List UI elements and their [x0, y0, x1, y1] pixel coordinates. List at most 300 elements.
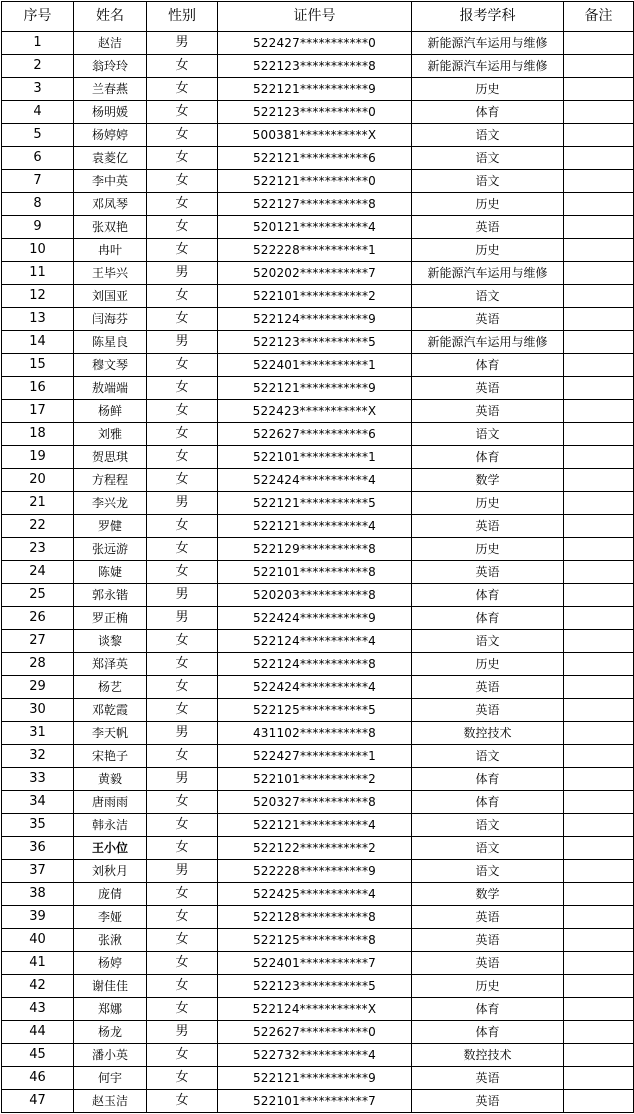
cell-subject: 体育 — [412, 446, 564, 469]
cell-index: 23 — [2, 538, 74, 561]
cell-index: 5 — [2, 124, 74, 147]
table-row — [2, 492, 634, 515]
cell-index: 3 — [2, 78, 74, 101]
table-row — [2, 216, 634, 239]
cell-subject: 语文 — [412, 147, 564, 170]
cell-index: 38 — [2, 883, 74, 906]
cell-gender: 男 — [147, 331, 218, 354]
cell-index: 37 — [2, 860, 74, 883]
cell-subject: 历史 — [412, 239, 564, 262]
cell-name: 黄毅 — [74, 768, 147, 791]
cell-note — [564, 538, 634, 561]
cell-gender: 男 — [147, 768, 218, 791]
cell-index: 10 — [2, 239, 74, 262]
cell-index: 45 — [2, 1044, 74, 1067]
header-name: 姓名 — [74, 2, 147, 32]
cell-subject: 新能源汽车运用与维修 — [412, 262, 564, 285]
cell-note — [564, 147, 634, 170]
cell-id: 522125***********5 — [218, 699, 412, 722]
cell-note — [564, 1067, 634, 1090]
cell-id: 522424***********4 — [218, 676, 412, 699]
table-row — [2, 515, 634, 538]
cell-note — [564, 400, 634, 423]
cell-name: 方程程 — [74, 469, 147, 492]
cell-subject: 体育 — [412, 768, 564, 791]
cell-id: 500381***********X — [218, 124, 412, 147]
cell-subject: 新能源汽车运用与维修 — [412, 55, 564, 78]
cell-note — [564, 1021, 634, 1044]
header-row — [2, 2, 634, 32]
table-row — [2, 262, 634, 285]
cell-name: 赵洁 — [74, 32, 147, 55]
table-row — [2, 377, 634, 400]
cell-note — [564, 676, 634, 699]
cell-id: 522121***********0 — [218, 170, 412, 193]
cell-gender: 女 — [147, 124, 218, 147]
cell-name: 闫海芬 — [74, 308, 147, 331]
table-row — [2, 998, 634, 1021]
cell-name: 陈星良 — [74, 331, 147, 354]
cell-note — [564, 101, 634, 124]
cell-id: 522123***********0 — [218, 101, 412, 124]
cell-name: 刘国亚 — [74, 285, 147, 308]
cell-note — [564, 653, 634, 676]
cell-id: 522121***********6 — [218, 147, 412, 170]
cell-name: 邓凤琴 — [74, 193, 147, 216]
table-row — [2, 147, 634, 170]
cell-id: 520121***********4 — [218, 216, 412, 239]
cell-index: 22 — [2, 515, 74, 538]
cell-gender: 女 — [147, 952, 218, 975]
cell-note — [564, 170, 634, 193]
table-row — [2, 699, 634, 722]
cell-name: 袁菱亿 — [74, 147, 147, 170]
cell-gender: 女 — [147, 814, 218, 837]
cell-gender: 女 — [147, 216, 218, 239]
cell-subject: 语文 — [412, 170, 564, 193]
cell-gender: 女 — [147, 745, 218, 768]
table-row — [2, 860, 634, 883]
cell-note — [564, 193, 634, 216]
table-row — [2, 101, 634, 124]
cell-name: 李天帆 — [74, 722, 147, 745]
cell-gender: 女 — [147, 676, 218, 699]
cell-name: 郑娜 — [74, 998, 147, 1021]
cell-name: 杨婷 — [74, 952, 147, 975]
cell-note — [564, 469, 634, 492]
cell-name: 贺思琪 — [74, 446, 147, 469]
cell-gender: 男 — [147, 722, 218, 745]
cell-index: 31 — [2, 722, 74, 745]
cell-note — [564, 952, 634, 975]
cell-index: 25 — [2, 584, 74, 607]
cell-subject: 英语 — [412, 377, 564, 400]
cell-index: 27 — [2, 630, 74, 653]
cell-name: 杨艺 — [74, 676, 147, 699]
cell-note — [564, 814, 634, 837]
cell-index: 17 — [2, 400, 74, 423]
cell-note — [564, 78, 634, 101]
cell-name: 冉叶 — [74, 239, 147, 262]
cell-subject: 英语 — [412, 400, 564, 423]
cell-id: 522123***********5 — [218, 331, 412, 354]
cell-name: 李中英 — [74, 170, 147, 193]
cell-subject: 历史 — [412, 78, 564, 101]
cell-note — [564, 929, 634, 952]
cell-subject: 语文 — [412, 745, 564, 768]
cell-name: 罗正桷 — [74, 607, 147, 630]
table-row — [2, 653, 634, 676]
cell-gender: 女 — [147, 239, 218, 262]
table-row — [2, 1021, 634, 1044]
cell-subject: 语文 — [412, 837, 564, 860]
cell-subject: 英语 — [412, 929, 564, 952]
cell-note — [564, 285, 634, 308]
cell-id: 522121***********9 — [218, 1067, 412, 1090]
cell-note — [564, 1044, 634, 1067]
cell-subject: 英语 — [412, 1067, 564, 1090]
table-row — [2, 193, 634, 216]
cell-gender: 女 — [147, 446, 218, 469]
roster-sheet — [1, 1, 634, 1113]
cell-gender: 女 — [147, 837, 218, 860]
cell-index: 9 — [2, 216, 74, 239]
cell-index: 12 — [2, 285, 74, 308]
cell-index: 36 — [2, 837, 74, 860]
cell-gender: 女 — [147, 561, 218, 584]
cell-index: 15 — [2, 354, 74, 377]
table-row — [2, 308, 634, 331]
cell-subject: 历史 — [412, 538, 564, 561]
header-gender: 性别 — [147, 2, 218, 32]
cell-subject: 语文 — [412, 423, 564, 446]
table-row — [2, 745, 634, 768]
cell-note — [564, 860, 634, 883]
cell-gender: 男 — [147, 492, 218, 515]
cell-id: 522423***********X — [218, 400, 412, 423]
roster-table — [1, 1, 634, 1113]
cell-note — [564, 1090, 634, 1113]
cell-gender: 男 — [147, 262, 218, 285]
table-row — [2, 354, 634, 377]
cell-gender: 女 — [147, 630, 218, 653]
table-row — [2, 722, 634, 745]
cell-gender: 女 — [147, 699, 218, 722]
cell-subject: 英语 — [412, 1090, 564, 1113]
cell-note — [564, 515, 634, 538]
cell-id: 522128***********8 — [218, 906, 412, 929]
cell-note — [564, 837, 634, 860]
cell-name: 何宇 — [74, 1067, 147, 1090]
cell-index: 43 — [2, 998, 74, 1021]
cell-subject: 体育 — [412, 1021, 564, 1044]
cell-id: 520203***********8 — [218, 584, 412, 607]
cell-id: 522424***********4 — [218, 469, 412, 492]
cell-note — [564, 32, 634, 55]
cell-subject: 英语 — [412, 699, 564, 722]
cell-gender: 女 — [147, 147, 218, 170]
cell-name: 庞倩 — [74, 883, 147, 906]
cell-gender: 男 — [147, 32, 218, 55]
cell-id: 522401***********7 — [218, 952, 412, 975]
cell-index: 20 — [2, 469, 74, 492]
header-subject: 报考学科 — [412, 2, 564, 32]
cell-subject: 体育 — [412, 101, 564, 124]
cell-gender: 女 — [147, 998, 218, 1021]
cell-name: 潘小英 — [74, 1044, 147, 1067]
cell-index: 11 — [2, 262, 74, 285]
cell-id: 522125***********8 — [218, 929, 412, 952]
cell-id: 522101***********2 — [218, 285, 412, 308]
cell-index: 18 — [2, 423, 74, 446]
cell-index: 39 — [2, 906, 74, 929]
cell-id: 522627***********0 — [218, 1021, 412, 1044]
cell-gender: 女 — [147, 538, 218, 561]
cell-subject: 体育 — [412, 998, 564, 1021]
cell-gender: 女 — [147, 515, 218, 538]
cell-index: 29 — [2, 676, 74, 699]
table-row — [2, 1090, 634, 1113]
cell-note — [564, 975, 634, 998]
cell-name: 邓乾霞 — [74, 699, 147, 722]
table-row — [2, 32, 634, 55]
cell-id: 522424***********9 — [218, 607, 412, 630]
cell-index: 47 — [2, 1090, 74, 1113]
cell-gender: 女 — [147, 308, 218, 331]
cell-name: 杨龙 — [74, 1021, 147, 1044]
cell-name: 王毕兴 — [74, 262, 147, 285]
cell-name: 李娅 — [74, 906, 147, 929]
cell-id: 522127***********8 — [218, 193, 412, 216]
cell-note — [564, 630, 634, 653]
cell-subject: 体育 — [412, 607, 564, 630]
cell-subject: 历史 — [412, 193, 564, 216]
cell-subject: 体育 — [412, 791, 564, 814]
cell-subject: 历史 — [412, 492, 564, 515]
table-row — [2, 446, 634, 469]
cell-gender: 女 — [147, 469, 218, 492]
cell-name: 张远游 — [74, 538, 147, 561]
cell-index: 13 — [2, 308, 74, 331]
cell-id: 522124***********9 — [218, 308, 412, 331]
cell-gender: 男 — [147, 607, 218, 630]
table-row — [2, 814, 634, 837]
cell-name: 兰春燕 — [74, 78, 147, 101]
table-row — [2, 952, 634, 975]
cell-id: 522124***********8 — [218, 653, 412, 676]
header-note: 备注 — [564, 2, 634, 32]
cell-index: 32 — [2, 745, 74, 768]
cell-id: 522129***********8 — [218, 538, 412, 561]
cell-note — [564, 768, 634, 791]
table-row — [2, 1044, 634, 1067]
cell-id: 522121***********4 — [218, 814, 412, 837]
cell-subject: 数控技术 — [412, 722, 564, 745]
cell-index: 7 — [2, 170, 74, 193]
cell-gender: 女 — [147, 423, 218, 446]
cell-note — [564, 216, 634, 239]
table-row — [2, 423, 634, 446]
cell-name: 陈婕 — [74, 561, 147, 584]
cell-subject: 新能源汽车运用与维修 — [412, 32, 564, 55]
cell-id: 522732***********4 — [218, 1044, 412, 1067]
cell-name: 赵玉洁 — [74, 1090, 147, 1113]
cell-gender: 女 — [147, 101, 218, 124]
cell-note — [564, 561, 634, 584]
cell-subject: 体育 — [412, 584, 564, 607]
cell-gender: 女 — [147, 354, 218, 377]
cell-subject: 历史 — [412, 653, 564, 676]
cell-name: 王小位 — [74, 837, 147, 860]
cell-id: 522124***********4 — [218, 630, 412, 653]
cell-gender: 女 — [147, 653, 218, 676]
cell-index: 41 — [2, 952, 74, 975]
cell-name: 穆文琴 — [74, 354, 147, 377]
cell-id: 522425***********4 — [218, 883, 412, 906]
table-row — [2, 400, 634, 423]
cell-gender: 女 — [147, 1044, 218, 1067]
cell-index: 6 — [2, 147, 74, 170]
cell-index: 19 — [2, 446, 74, 469]
cell-gender: 男 — [147, 584, 218, 607]
cell-id: 431102***********8 — [218, 722, 412, 745]
cell-index: 16 — [2, 377, 74, 400]
header-index: 序号 — [2, 2, 74, 32]
cell-id: 522101***********1 — [218, 446, 412, 469]
cell-index: 24 — [2, 561, 74, 584]
table-row — [2, 331, 634, 354]
cell-index: 1 — [2, 32, 74, 55]
cell-id: 522101***********8 — [218, 561, 412, 584]
cell-note — [564, 492, 634, 515]
table-row — [2, 78, 634, 101]
cell-gender: 女 — [147, 929, 218, 952]
cell-name: 谈黎 — [74, 630, 147, 653]
cell-id: 522101***********7 — [218, 1090, 412, 1113]
cell-id: 522121***********9 — [218, 78, 412, 101]
cell-gender: 女 — [147, 906, 218, 929]
cell-subject: 语文 — [412, 860, 564, 883]
cell-note — [564, 699, 634, 722]
cell-subject: 英语 — [412, 561, 564, 584]
cell-index: 21 — [2, 492, 74, 515]
cell-note — [564, 607, 634, 630]
cell-id: 520202***********7 — [218, 262, 412, 285]
cell-id: 522228***********9 — [218, 860, 412, 883]
cell-note — [564, 423, 634, 446]
cell-subject: 英语 — [412, 308, 564, 331]
cell-name: 宋艳子 — [74, 745, 147, 768]
cell-note — [564, 906, 634, 929]
cell-note — [564, 55, 634, 78]
cell-id: 522123***********8 — [218, 55, 412, 78]
table-row — [2, 561, 634, 584]
cell-gender: 女 — [147, 791, 218, 814]
cell-note — [564, 791, 634, 814]
cell-name: 杨鲜 — [74, 400, 147, 423]
table-row — [2, 630, 634, 653]
cell-index: 46 — [2, 1067, 74, 1090]
cell-id: 522123***********5 — [218, 975, 412, 998]
cell-name: 唐雨雨 — [74, 791, 147, 814]
cell-note — [564, 354, 634, 377]
cell-index: 26 — [2, 607, 74, 630]
cell-index: 28 — [2, 653, 74, 676]
cell-index: 33 — [2, 768, 74, 791]
cell-index: 44 — [2, 1021, 74, 1044]
cell-gender: 女 — [147, 55, 218, 78]
cell-index: 30 — [2, 699, 74, 722]
cell-subject: 数学 — [412, 883, 564, 906]
table-row — [2, 791, 634, 814]
table-row — [2, 975, 634, 998]
cell-gender: 女 — [147, 78, 218, 101]
cell-name: 罗健 — [74, 515, 147, 538]
cell-note — [564, 308, 634, 331]
table-row — [2, 170, 634, 193]
cell-id: 522228***********1 — [218, 239, 412, 262]
cell-subject: 英语 — [412, 906, 564, 929]
cell-subject: 英语 — [412, 216, 564, 239]
cell-subject: 数控技术 — [412, 1044, 564, 1067]
table-row — [2, 469, 634, 492]
cell-gender: 女 — [147, 1090, 218, 1113]
cell-name: 翁玲玲 — [74, 55, 147, 78]
table-row — [2, 285, 634, 308]
cell-index: 40 — [2, 929, 74, 952]
cell-subject: 体育 — [412, 354, 564, 377]
table-row — [2, 1067, 634, 1090]
cell-name: 杨明媛 — [74, 101, 147, 124]
roster-body — [2, 32, 634, 1113]
cell-id: 522401***********1 — [218, 354, 412, 377]
cell-gender: 女 — [147, 883, 218, 906]
cell-note — [564, 262, 634, 285]
table-row — [2, 676, 634, 699]
cell-index: 4 — [2, 101, 74, 124]
cell-name: 韩永洁 — [74, 814, 147, 837]
cell-id: 522121***********4 — [218, 515, 412, 538]
table-row — [2, 929, 634, 952]
cell-note — [564, 124, 634, 147]
cell-gender: 女 — [147, 377, 218, 400]
cell-id: 522627***********6 — [218, 423, 412, 446]
cell-id: 522427***********1 — [218, 745, 412, 768]
header-id: 证件号 — [218, 2, 412, 32]
cell-gender: 女 — [147, 193, 218, 216]
cell-name: 谢佳佳 — [74, 975, 147, 998]
cell-subject: 语文 — [412, 124, 564, 147]
table-row — [2, 55, 634, 78]
cell-name: 杨婷婷 — [74, 124, 147, 147]
cell-subject: 英语 — [412, 952, 564, 975]
cell-name: 刘秋月 — [74, 860, 147, 883]
cell-subject: 数学 — [412, 469, 564, 492]
cell-index: 2 — [2, 55, 74, 78]
cell-subject: 英语 — [412, 676, 564, 699]
cell-id: 522427***********0 — [218, 32, 412, 55]
cell-id: 522122***********2 — [218, 837, 412, 860]
cell-index: 8 — [2, 193, 74, 216]
cell-note — [564, 745, 634, 768]
cell-name: 敖端端 — [74, 377, 147, 400]
cell-note — [564, 722, 634, 745]
cell-note — [564, 446, 634, 469]
cell-subject: 语文 — [412, 285, 564, 308]
cell-id: 520327***********8 — [218, 791, 412, 814]
cell-gender: 女 — [147, 400, 218, 423]
cell-index: 34 — [2, 791, 74, 814]
